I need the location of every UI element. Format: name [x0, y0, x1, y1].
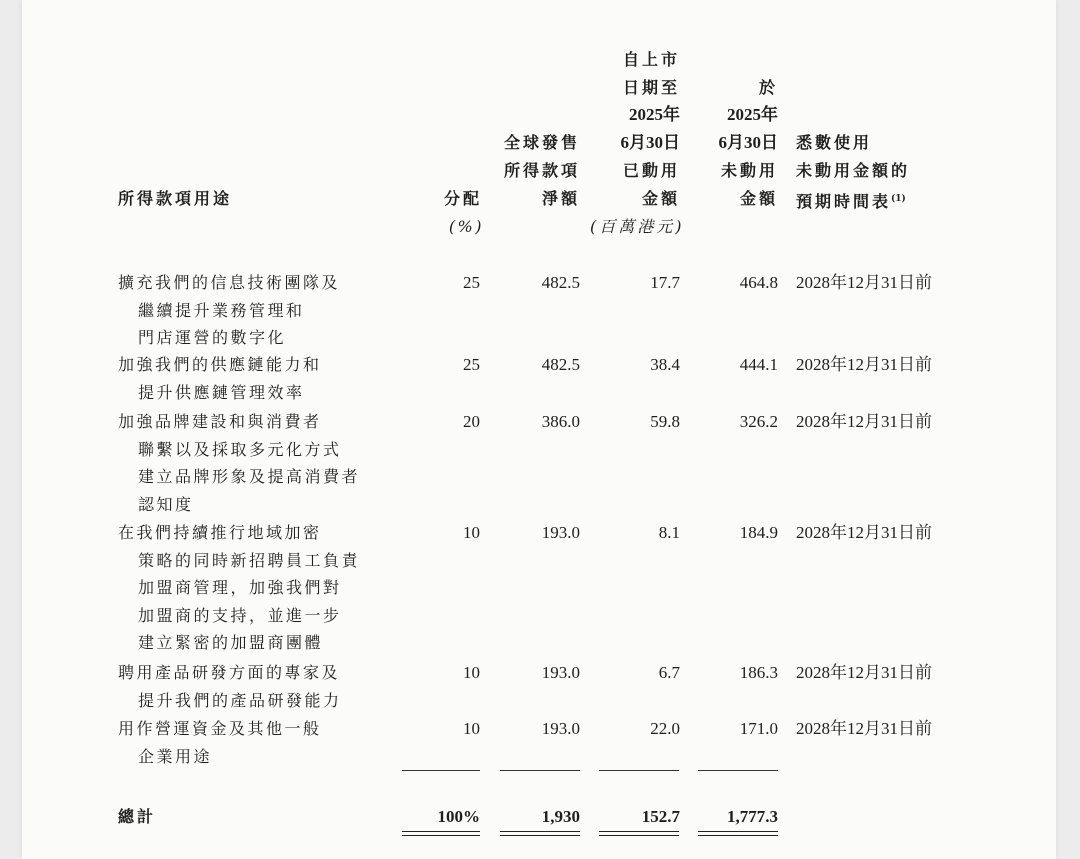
- row-use-line: 用作營運資金及其他一般: [118, 719, 322, 738]
- header-timetable-line-3: 預期時間表$^{(1)}$: [796, 192, 906, 211]
- row-use-line: 策略的同時新招聘員工負責: [138, 550, 361, 570]
- row-unutilized: 326.2: [739, 412, 778, 431]
- row-utilized: 8.1: [658, 523, 680, 542]
- footnote-marker: (1): [891, 194, 906, 204]
- row-timetable: 2028年12月31日前: [796, 355, 932, 374]
- row-use-line: 建立緊密的加盟商團體: [138, 633, 324, 653]
- total-unutilized: 1,777.3: [727, 807, 778, 826]
- header-unutilized-line-4: 未動用: [720, 161, 778, 180]
- total-double-rule-unutilized: [698, 831, 778, 836]
- row-use-line: 聯繫以及採取多元化方式: [138, 439, 342, 459]
- row-timetable: 2028年12月31日前: [796, 273, 932, 292]
- row-allocation: 20: [463, 412, 480, 431]
- header-unutilized-line-2: 2025年: [727, 105, 778, 124]
- header-unutilized-line-5: 金額: [739, 189, 778, 208]
- row-net-proceeds: 193.0: [541, 663, 580, 682]
- row-unutilized: 171.0: [739, 719, 778, 738]
- row-use-line: 加盟商管理，加強我們對: [138, 578, 342, 598]
- row-use-line: 繼續提升業務管理和: [138, 300, 305, 320]
- row-net-proceeds: 193.0: [541, 719, 580, 738]
- header-utilized-line-3: 2025年: [629, 105, 680, 124]
- row-timetable: 2028年12月31日前: [796, 663, 932, 682]
- subtotal-rule-allocation: [402, 770, 480, 771]
- header-timetable-line-1: 悉數使用: [796, 133, 873, 152]
- row-net-proceeds: 386.0: [541, 412, 580, 431]
- row-use-line: 在我們持續推行地域加密: [118, 523, 322, 542]
- row-utilized: 59.8: [650, 412, 680, 431]
- header-currency-unit: (百萬港元): [590, 217, 685, 236]
- header-utilized-line-6: 金額: [641, 189, 680, 208]
- header-unutilized-line-3: 6月30日: [718, 133, 778, 152]
- row-timetable: 2028年12月31日前: [796, 523, 932, 542]
- total-double-rule-net: [500, 831, 580, 836]
- row-utilized: 17.7: [650, 273, 680, 292]
- row-use-line: 加強品牌建設和與消費者: [118, 412, 322, 431]
- total-utilized: 152.7: [641, 807, 680, 826]
- header-allocation: 分配: [443, 189, 482, 208]
- header-net-line-2: 所得款項: [503, 161, 580, 180]
- row-allocation: 25: [463, 355, 480, 374]
- row-use-line: 提升供應鏈管理效率: [138, 382, 305, 402]
- row-unutilized: 184.9: [739, 523, 778, 542]
- header-allocation-unit: (%): [448, 217, 484, 236]
- row-allocation: 10: [463, 663, 480, 682]
- row-allocation: 25: [463, 273, 480, 292]
- row-use-line: 加盟商的支持，並進一步: [138, 605, 342, 625]
- row-utilized: 38.4: [650, 355, 680, 374]
- header-utilized-line-1: 自上市: [622, 50, 680, 69]
- row-use-line: 擴充我們的信息技術團隊及: [118, 273, 341, 292]
- row-timetable: 2028年12月31日前: [796, 412, 932, 431]
- row-use-line: 認知度: [138, 494, 194, 514]
- header-utilized-line-5: 已動用: [622, 161, 680, 180]
- subtotal-rule-net: [500, 770, 580, 771]
- row-use-line: 企業用途: [138, 746, 213, 766]
- header-net-line-3: 淨額: [541, 189, 580, 208]
- subtotal-rule-unutilized: [698, 770, 778, 771]
- header-unutilized-line-1: 於: [758, 78, 778, 97]
- row-net-proceeds: 482.5: [541, 355, 580, 374]
- row-utilized: 6.7: [658, 663, 680, 682]
- row-net-proceeds: 193.0: [541, 523, 580, 542]
- row-use-line: 建立品牌形象及提高消費者: [138, 467, 361, 487]
- total-double-rule-utilized: [599, 831, 679, 836]
- header-net-line-1: 全球發售: [503, 133, 580, 152]
- row-use-line: 聘用產品研發方面的專家及: [118, 663, 341, 682]
- header-utilized-line-2: 日期至: [622, 78, 680, 97]
- row-net-proceeds: 482.5: [541, 273, 580, 292]
- row-unutilized: 464.8: [739, 273, 778, 292]
- total-allocation: 100%: [437, 807, 480, 826]
- row-unutilized: 444.1: [739, 355, 778, 374]
- row-use-line: 加強我們的供應鏈能力和: [118, 355, 322, 374]
- row-timetable: 2028年12月31日前: [796, 719, 932, 738]
- total-label: 總計: [118, 807, 157, 826]
- row-use-line: 門店運營的數字化: [138, 328, 287, 348]
- row-use-line: 提升我們的產品研發能力: [138, 690, 342, 710]
- header-timetable-line-2: 未動用金額的: [796, 161, 911, 180]
- total-net: 1,930: [541, 807, 580, 826]
- header-use: 所得款項用途: [118, 189, 233, 208]
- row-allocation: 10: [463, 719, 480, 738]
- row-allocation: 10: [463, 523, 480, 542]
- subtotal-rule-utilized: [599, 770, 679, 771]
- row-unutilized: 186.3: [739, 663, 778, 682]
- row-utilized: 22.0: [650, 719, 680, 738]
- header-utilized-line-4: 6月30日: [620, 133, 680, 152]
- total-double-rule-allocation: [402, 831, 480, 836]
